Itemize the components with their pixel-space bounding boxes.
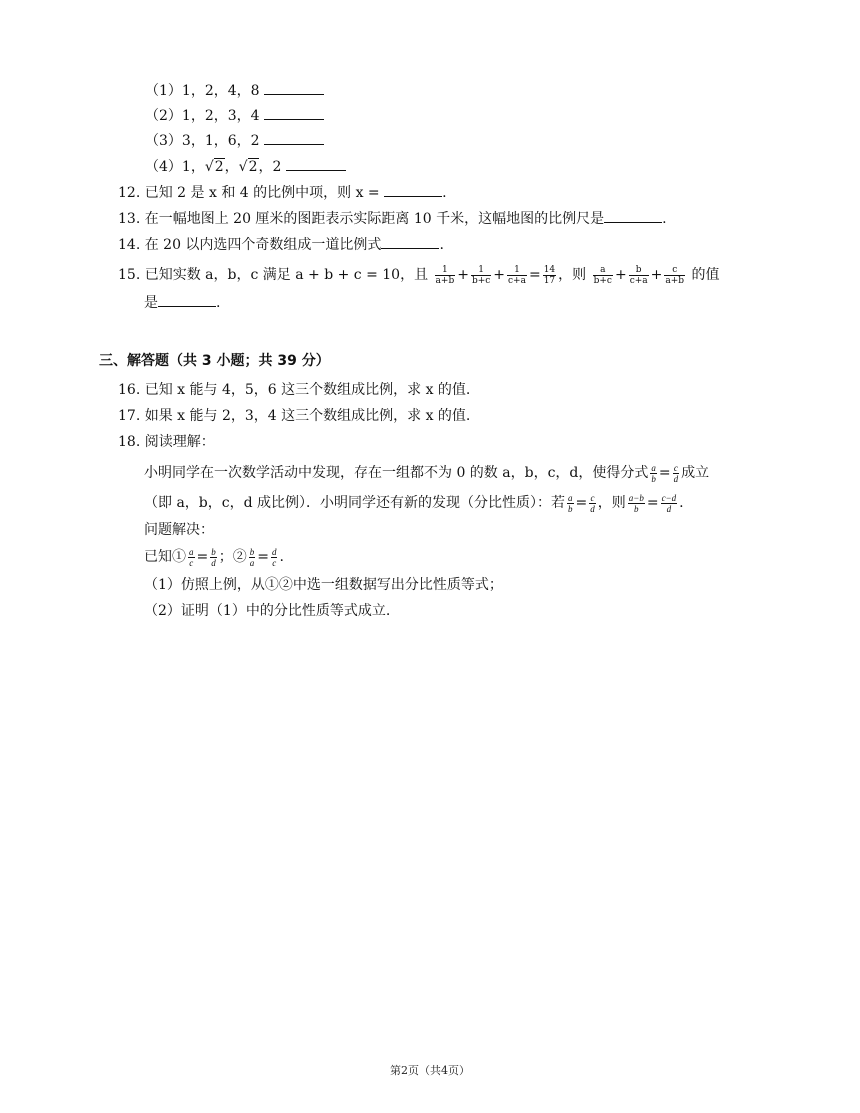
answer-blank[interactable] <box>264 130 324 145</box>
answer-blank[interactable] <box>264 80 324 95</box>
fraction: $\frac{a}{b+c}$ <box>593 264 612 286</box>
question-text: 已知实数 a，b，c 满足 a + b + c = 10，且 <box>144 267 429 283</box>
q18-sub-2: （2）证明（1）中的分比性质等式成立. <box>144 603 391 619</box>
question-17 <box>118 406 470 426</box>
fraction: $\frac{c}{a+b}$ <box>665 264 685 286</box>
period: . <box>279 549 284 565</box>
section-heading: 三、解答题（共 3 小题；共 39 分） <box>99 353 330 369</box>
answer-blank[interactable] <box>158 292 216 307</box>
answer-blank[interactable] <box>604 208 662 223</box>
fraction: $\frac{a}{c}$ <box>189 546 194 568</box>
question-text: 如果 x 能与 2，3，4 这三个数组成比例，求 x 的值. <box>144 408 471 424</box>
fraction: $\frac{1}{c+a}$ <box>508 264 526 286</box>
question-number: 14. <box>118 237 141 253</box>
period: . <box>662 211 667 227</box>
question-15-line-2 <box>144 292 220 312</box>
q11-item-2 <box>145 105 324 125</box>
fraction: $\frac{b}{c+a}$ <box>629 264 648 286</box>
given-text: 已知① <box>144 549 186 565</box>
question-number: 13. <box>118 211 141 227</box>
answer-blank[interactable] <box>286 156 346 171</box>
period: . <box>216 295 221 311</box>
question-13 <box>118 208 667 228</box>
sqrt-symbol: √2 <box>238 159 258 175</box>
q11-item-1-text: （1）1，2，4，8 <box>145 83 260 99</box>
question-number: 18. <box>118 434 141 450</box>
question-title: 阅读理解： <box>144 434 215 450</box>
period: . <box>679 495 684 511</box>
q18-paragraph-2: （即 a，b，c，d 成比例）．小明同学还有新的发现（分比性质）：若 $\frac{a}{b}$ = $\frac{c}{d}$ ，则 $\frac{a-b}{b}$ = $\frac{c-d}{d}$ . <box>144 492 684 514</box>
radicand: 2 <box>248 159 258 175</box>
q18-given: 已知① $\frac{a}{c}$ = $\frac{b}{d}$ ；② $\frac{b}{a}$ = $\frac{d}{c}$ . <box>144 546 284 568</box>
question-text: 在一幅地图上 20 厘米的图距表示实际距离 10 千米，这幅地图的比例尺是 <box>144 211 605 227</box>
q18-problem-label: 问题解决： <box>144 522 214 538</box>
answer-blank[interactable] <box>384 182 442 197</box>
q11-item-1 <box>145 80 324 100</box>
question-number: 17. <box>118 408 141 424</box>
q18-paragraph-1: 小明同学在一次数学活动中发现，存在一组都不为 0 的数 a，b，c，d，使得分式 $\frac{a}{b}$ = $\frac{c}{d}$ 成立 <box>144 462 710 484</box>
question-text: 是 <box>144 295 158 311</box>
page-footer: 第2页（共4页） <box>390 1064 470 1077</box>
q11-item-4-prefix: （4）1， <box>145 159 205 175</box>
fraction: $\frac{1}{a+b}$ <box>435 264 455 286</box>
paragraph-text: （即 a，b，c，d 成比例）．小明同学还有新的发现（分比性质）：若 <box>144 495 566 511</box>
question-number: 15. <box>118 267 141 283</box>
question-14 <box>118 234 444 254</box>
q11-item-4 <box>145 156 346 176</box>
fraction: $\frac{a-b}{b}$ <box>628 492 644 514</box>
q11-item-3 <box>145 130 324 150</box>
question-16 <box>118 380 470 400</box>
fraction: $\frac{c}{d}$ <box>590 492 595 514</box>
fraction: $\frac{b}{d}$ <box>211 546 216 568</box>
q11-item-3-text: （3）3，1，6，2 <box>145 133 260 149</box>
given-text: ；② <box>218 549 247 565</box>
paragraph-text: 小明同学在一次数学活动中发现，存在一组都不为 0 的数 a，b，c，d，使得分式 <box>144 465 649 481</box>
question-18 <box>118 432 215 452</box>
question-text: 的值 <box>691 267 720 283</box>
fraction: $\frac{a}{b}$ <box>568 492 573 514</box>
question-text: 在 20 以内选四个奇数组成一道比例式 <box>144 237 382 253</box>
period: . <box>442 185 447 201</box>
fraction: $\frac{b}{a}$ <box>249 546 255 568</box>
fraction: $\frac{a}{b}$ <box>651 462 656 484</box>
q18-sub-1: （1）仿照上例，从①②中选一组数据写出分比性质等式； <box>144 577 503 593</box>
q11-item-2-text: （2）1，2，3，4 <box>145 108 260 124</box>
fraction: $\frac{c}{d}$ <box>673 462 679 484</box>
paragraph-text: 成立 <box>681 465 710 481</box>
paragraph-text: ，则 <box>597 495 626 511</box>
separator: ， <box>224 159 239 175</box>
question-text: 已知 2 是 x 和 4 的比例中项，则 x = <box>144 185 380 201</box>
fraction: $\frac{14}{17}$ <box>543 264 556 286</box>
answer-blank[interactable] <box>264 105 324 120</box>
fraction: $\frac{c-d}{d}$ <box>661 492 677 514</box>
question-12 <box>118 182 447 202</box>
q11-item-4-suffix: ，2 <box>258 159 282 175</box>
answer-blank[interactable] <box>381 234 439 249</box>
question-number: 16. <box>118 382 141 398</box>
fraction: $\frac{d}{c}$ <box>271 546 277 568</box>
radicand: 2 <box>214 159 224 175</box>
fraction: $\frac{1}{b+c}$ <box>471 264 491 286</box>
sqrt-symbol: √2 <box>204 159 224 175</box>
question-number: 12. <box>118 185 141 201</box>
question-15: 15. 已知实数 a，b，c 满足 a + b + c = 10，且 $\frac{1}{a+b}$ + $\frac{1}{b+c}$ + $\frac{1}{c+a}$ = $\frac{14}{17}$ ，则 $\frac{a}{b+c}$ + $\frac{b}{c+a}$ + $\frac{c}{a+b}$ 的值 <box>118 264 720 286</box>
question-text: 已知 x 能与 4，5，6 这三个数组成比例，求 x 的值. <box>144 382 471 398</box>
period: . <box>439 237 444 253</box>
question-text: ，则 <box>558 267 587 283</box>
